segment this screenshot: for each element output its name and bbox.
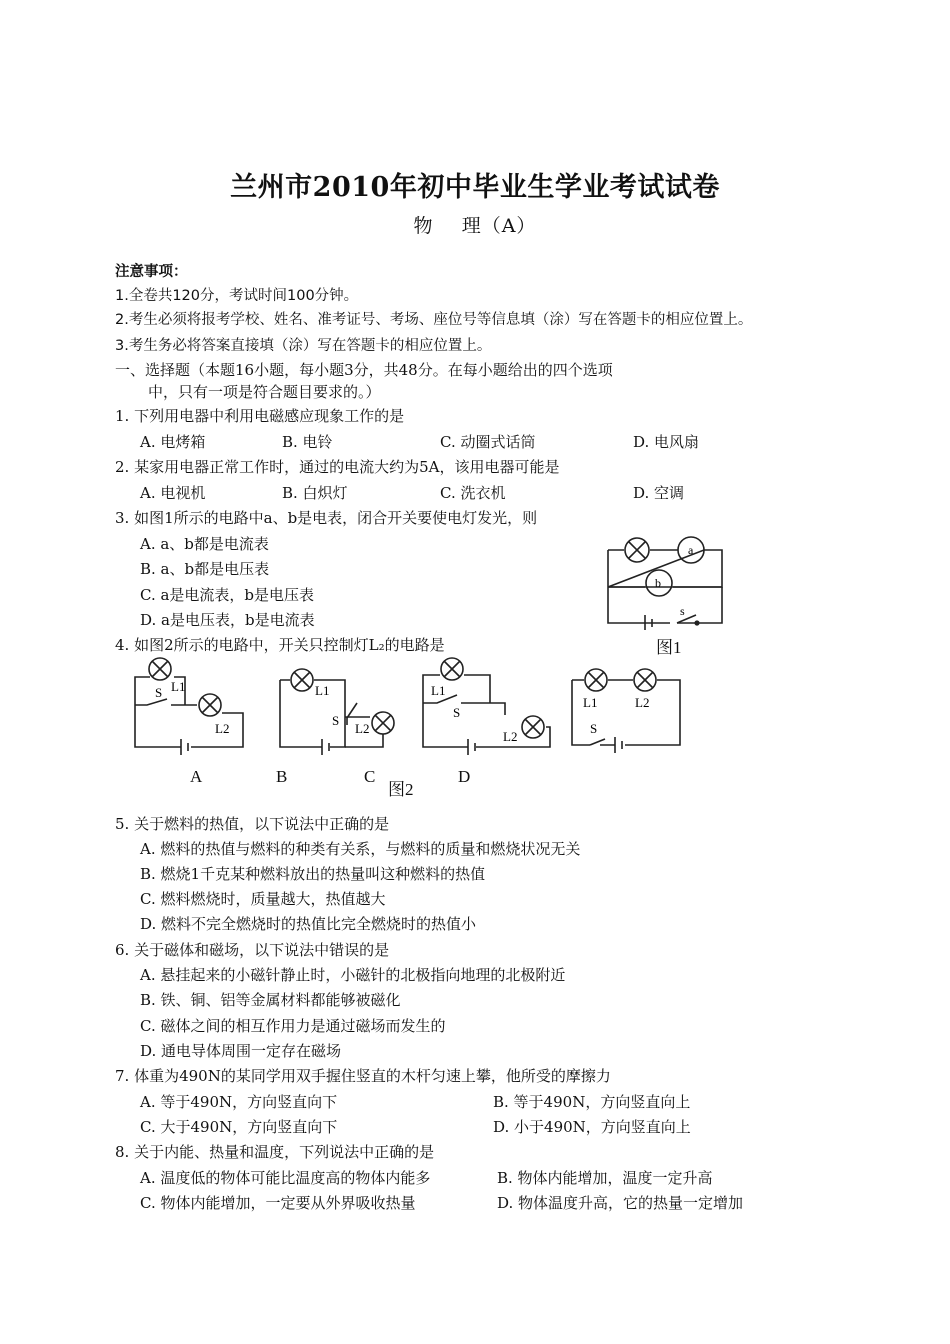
lamp-icon [629,542,645,558]
option: B. 物体内能增加，温度一定升高 [497,1169,713,1187]
option: C. 燃料燃烧时，质量越大，热值越大 [140,890,386,908]
question-stem: 4. 如图2所示的电路中，开关只控制灯L₂的电路是 [115,636,445,654]
question-stem: 7. 体重为490N的某同学用双手握住竖直的木杆匀速上攀，他所受的摩擦力 [115,1067,611,1085]
option: D. 燃料不完全燃烧时的热值比完全燃烧时的热值小 [140,915,477,933]
lamp-label: L2 [355,721,370,736]
option-label-d: D [458,767,471,786]
notice-item: 3.考生务必将答案直接填（涂）写在答题卡的相应位置上。 [115,338,492,354]
lamp-label: L1 [315,683,330,698]
question-stem: 1. 下列用电器中利用电磁感应现象工作的是 [115,407,405,425]
meter-a-label: a [688,543,694,557]
option: C. 动圈式话筒 [440,433,536,451]
option: D. 空调 [633,484,685,502]
option-label-c: C [364,767,376,786]
circuit-d [572,669,680,753]
option-label-b: B [276,767,288,786]
circuit-a [135,658,243,755]
figure-1-caption: 图1 [656,638,682,657]
switch-label: S [332,713,340,728]
option: A. 电烤箱 [140,433,206,451]
option: A. 燃料的热值与燃料的种类有关系，与燃料的质量和燃烧状况无关 [140,840,581,858]
notice-item: 2.考生必须将报考学校、姓名、准考证号、考场、座位号等信息填（涂）写在答题卡的相应位置上。 [115,312,753,328]
option: C. 物体内能增加，一定要从外界吸收热量 [140,1194,416,1212]
option: D. 小于490N，方向竖直向上 [493,1118,691,1136]
page-title: 兰州市2010年初中毕业生学业考试试卷 [230,172,720,203]
circuit-b [280,669,394,755]
switch-label: s [680,604,685,618]
figure-2-circuits [125,655,695,760]
notice-item: 1.全卷共120分，考试时间100分钟。 [115,288,359,304]
figure-1-circuit [600,535,735,630]
option: C. 磁体之间的相互作用力是通过磁场而发生的 [140,1017,446,1035]
option: B. 电铃 [282,433,333,451]
option: D. a是电压表，b是电流表 [140,611,315,629]
lamp-label: L1 [171,679,186,694]
lamp-label: L1 [431,683,446,698]
lamp-label: L1 [583,695,598,710]
page-subtitle: 物 理（A） [413,215,537,237]
lamp-label: L2 [503,729,518,744]
option: B. 白炽灯 [282,484,348,502]
switch-label: S [590,721,598,736]
option: D. 通电导体周围一定存在磁场 [140,1042,342,1060]
option: B. a、b都是电压表 [140,560,270,578]
option-label-a: A [190,767,203,786]
option: B. 等于490N，方向竖直向上 [493,1093,691,1111]
figure-2-caption: 图2 [388,780,414,799]
option: B. 铁、铜、铝等金属材料都能够被磁化 [140,991,401,1009]
option: A. a、b都是电流表 [140,535,269,553]
question-stem: 5. 关于燃料的热值，以下说法中正确的是 [115,815,390,833]
circuit-c [423,658,550,755]
question-stem: 8. 关于内能、热量和温度，下列说法中正确的是 [115,1143,435,1161]
option: D. 物体温度升高，它的热量一定增加 [497,1194,744,1212]
switch-label: S [453,705,461,720]
wire [608,550,722,587]
lamp-label: L2 [215,721,230,736]
section-heading-cont: 中，只有一项是符合题目要求的。） [148,383,381,401]
option: A. 电视机 [140,484,206,502]
option: A. 悬挂起来的小磁针静止时，小磁针的北极指向地理的北极附近 [140,966,566,984]
option: D. 电风扇 [633,433,700,451]
option: B. 燃烧1千克某种燃料放出的热量叫这种燃料的热值 [140,865,486,883]
option: C. 洗衣机 [440,484,506,502]
section-heading: 一、选择题（本题16小题，每小题3分，共48分。在每小题给出的四个选项 [115,361,613,379]
question-stem: 2. 某家用电器正常工作时，通过的电流大约为5A，该用电器可能是 [115,458,560,476]
lamp-label: L2 [635,695,650,710]
notice-heading: 注意事项： [115,264,188,280]
option: A. 等于490N，方向竖直向下 [140,1093,338,1111]
option: C. a是电流表，b是电压表 [140,586,315,604]
question-stem: 6. 关于磁体和磁场，以下说法中错误的是 [115,941,390,959]
option: A. 温度低的物体可能比温度高的物体内能多 [140,1169,431,1187]
switch-label: S [155,685,163,700]
meter-b-label: b [655,576,661,590]
option: C. 大于490N，方向竖直向下 [140,1118,338,1136]
question-stem: 3. 如图1所示的电路中a、b是电表，闭合开关要使电灯发光，则 [115,509,538,527]
